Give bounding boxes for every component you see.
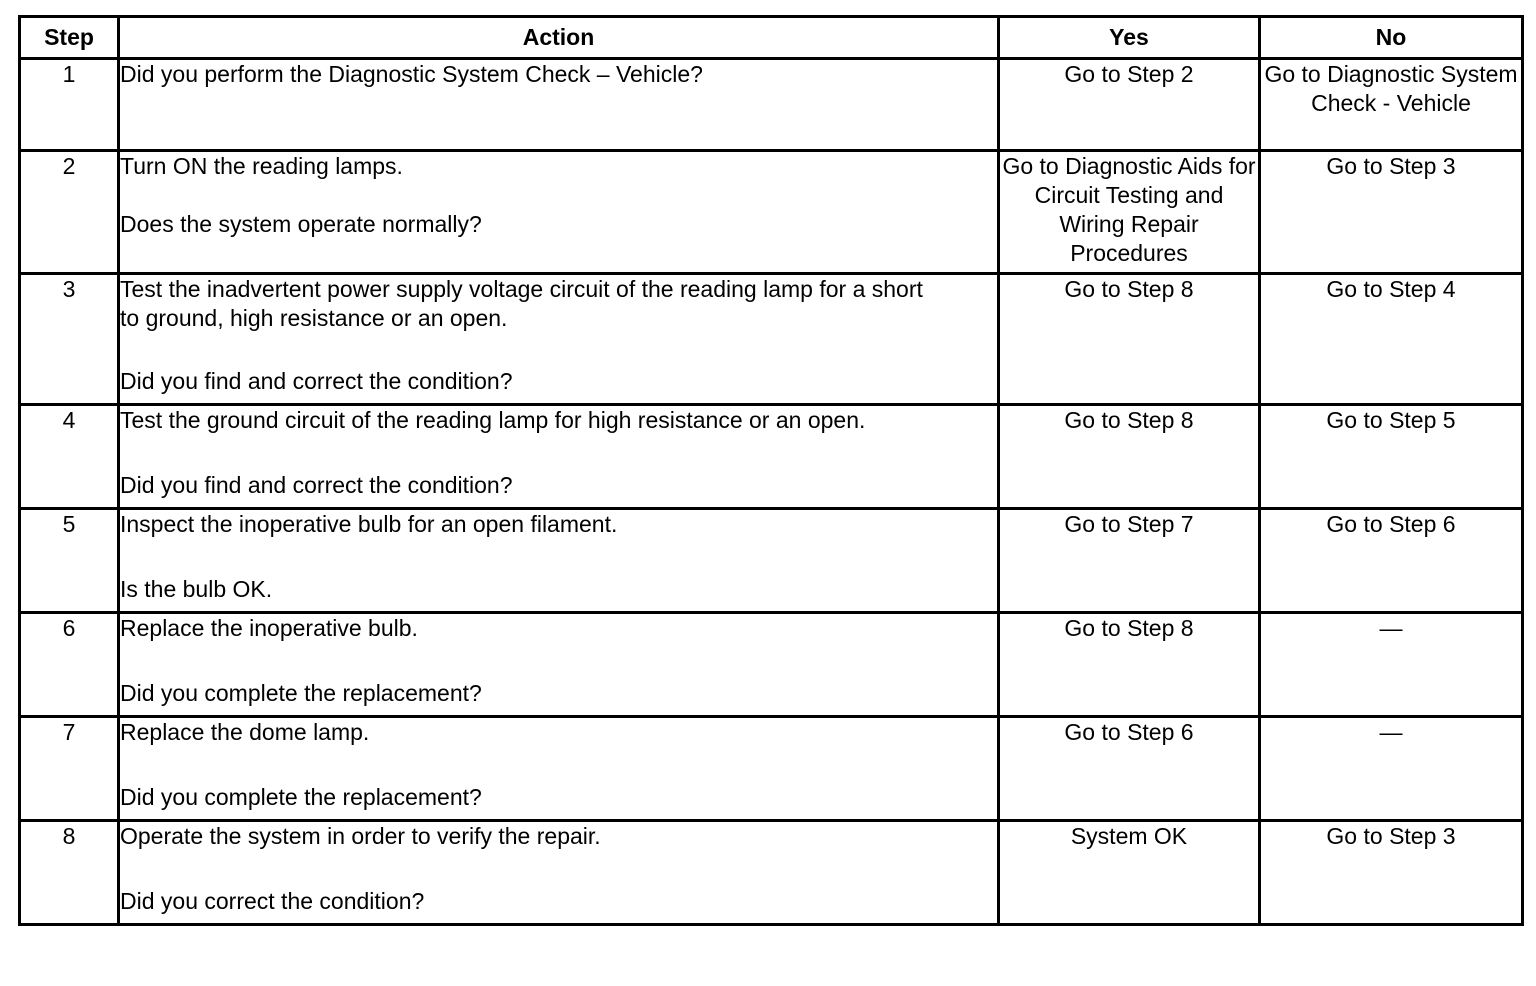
no-cell: Go to Step 3 bbox=[1260, 821, 1523, 925]
no-cell: — bbox=[1260, 717, 1523, 821]
table-row bbox=[20, 717, 1523, 821]
no-cell: Go to Step 4 bbox=[1260, 274, 1523, 405]
action-question: Did you find and correct the condition? bbox=[120, 368, 513, 394]
yes-cell: Go to Step 8 bbox=[999, 274, 1260, 405]
table-row bbox=[20, 509, 1523, 613]
action-cell bbox=[119, 821, 999, 925]
action-cell bbox=[119, 509, 999, 613]
yes-cell: Go to Step 6 bbox=[999, 717, 1260, 821]
action-text: Inspect the inoperative bulb for an open filament. bbox=[120, 511, 618, 537]
table-header-row bbox=[20, 17, 1523, 59]
header-no: No bbox=[1260, 17, 1523, 59]
action-text: Replace the inoperative bulb. bbox=[120, 615, 418, 641]
action-cell bbox=[119, 274, 999, 405]
step-number: 6 bbox=[20, 613, 119, 717]
table-row bbox=[20, 59, 1523, 151]
yes-cell: Go to Diagnostic Aids for Circuit Testing and Wiring Repair Procedures bbox=[999, 151, 1260, 274]
yes-cell: Go to Step 8 bbox=[999, 405, 1260, 509]
action-question: Does the system operate normally? bbox=[120, 211, 482, 237]
action-text: Did you perform the Diagnostic System Check – Vehicle? bbox=[120, 61, 703, 87]
action-question: Is the bulb OK. bbox=[120, 576, 273, 602]
step-number: 8 bbox=[20, 821, 119, 925]
action-text: Operate the system in order to verify the repair. bbox=[120, 823, 601, 849]
step-number: 5 bbox=[20, 509, 119, 613]
no-cell: Go to Step 3 bbox=[1260, 151, 1523, 274]
action-text: Replace the dome lamp. bbox=[120, 719, 370, 745]
action-text: Turn ON the reading lamps. bbox=[120, 153, 403, 179]
action-cell bbox=[119, 59, 999, 151]
action-question: Did you complete the replacement? bbox=[120, 784, 482, 810]
no-cell: Go to Step 6 bbox=[1260, 509, 1523, 613]
table-row bbox=[20, 274, 1523, 405]
yes-cell: Go to Step 8 bbox=[999, 613, 1260, 717]
header-action: Action bbox=[119, 17, 999, 59]
step-number: 7 bbox=[20, 717, 119, 821]
yes-cell: Go to Step 2 bbox=[999, 59, 1260, 151]
action-cell bbox=[119, 613, 999, 717]
table-row bbox=[20, 821, 1523, 925]
action-question: Did you correct the condition? bbox=[120, 888, 425, 914]
action-question: Did you find and correct the condition? bbox=[120, 472, 513, 498]
diagnostic-table bbox=[18, 15, 1524, 926]
step-number: 3 bbox=[20, 274, 119, 405]
table-row bbox=[20, 151, 1523, 274]
step-number: 4 bbox=[20, 405, 119, 509]
action-question: Did you complete the replacement? bbox=[120, 680, 482, 706]
header-yes: Yes bbox=[999, 17, 1260, 59]
no-cell: Go to Step 5 bbox=[1260, 405, 1523, 509]
step-number: 2 bbox=[20, 151, 119, 274]
table-row bbox=[20, 613, 1523, 717]
no-cell: — bbox=[1260, 613, 1523, 717]
action-text: Test the ground circuit of the reading lamp for high resistance or an open. bbox=[120, 407, 866, 433]
action-cell bbox=[119, 405, 999, 509]
action-cell bbox=[119, 717, 999, 821]
yes-cell: Go to Step 7 bbox=[999, 509, 1260, 613]
step-number: 1 bbox=[20, 59, 119, 151]
no-cell: Go to Diagnostic System Check - Vehicle bbox=[1260, 59, 1523, 151]
yes-cell: System OK bbox=[999, 821, 1260, 925]
table-row bbox=[20, 405, 1523, 509]
action-text: Test the inadvertent power supply voltage circuit of the reading lamp for a short to ground, high resistance or an open. bbox=[120, 276, 923, 331]
header-step: Step bbox=[20, 17, 119, 59]
action-cell bbox=[119, 151, 999, 274]
